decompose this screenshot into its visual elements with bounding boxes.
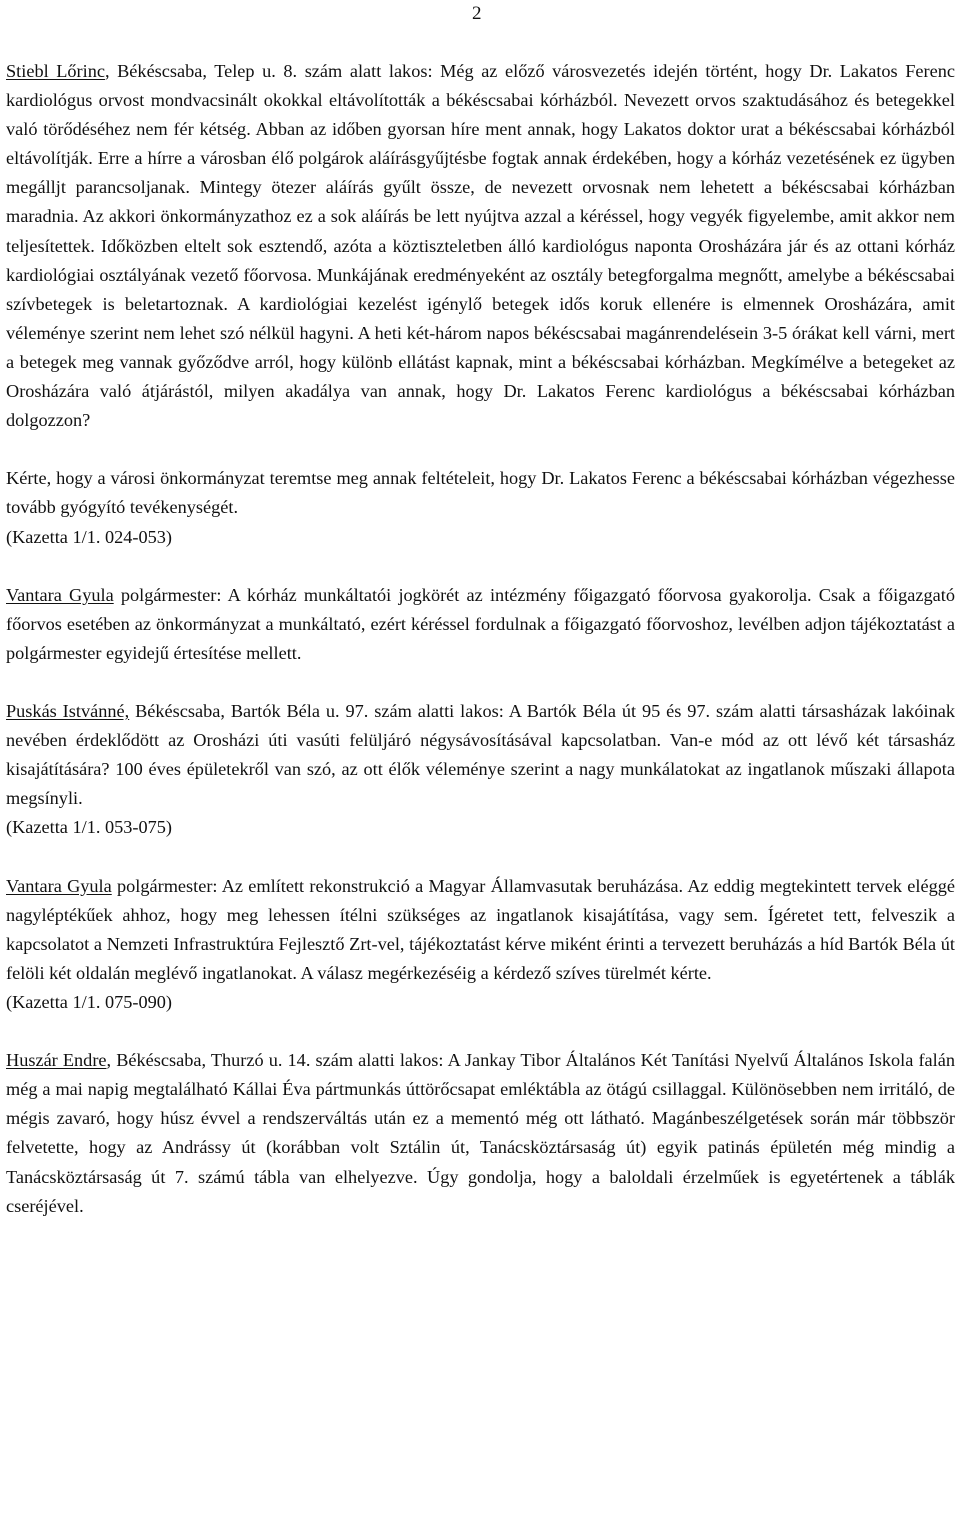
page-number: 2 bbox=[472, 3, 482, 24]
speaker-name: Puskás Istvánné, bbox=[6, 701, 130, 722]
document-body bbox=[6, 57, 955, 1250]
paragraph-huszar bbox=[6, 1046, 955, 1221]
paragraph-text: Kérte, hogy a városi önkormányzat teremtse meg annak feltételeit, hogy Dr. Lakatos Ferenc a békéscsabai kórházban végezhesse tovább gyógyító tevékenységét. bbox=[6, 468, 955, 518]
paragraph-request bbox=[6, 464, 955, 551]
cassette-reference: (Kazetta 1/1. 024-053) bbox=[6, 526, 172, 547]
paragraph-text: , Békéscsaba, Telep u. 8. szám alatt lakos: Még az előző városvezetés idején történt, hogy Dr. Lakatos Ferenc kardiológus orvost mondvacsinált okokkal eltávolították a békéscsabai kórházból. Nevezett orvos szaktudásához és betegekkel való törődéséhez nem fér kétség. Abban az időben gyorsan híre ment annak, hogy Lakatos doktor urat a békéscsabai kórházból eltávolítják. Erre a hírre a városban élő polgárok aláírásgyűjtésbe fogtak annak érdekében, hogy a kórház vezetésének ez ügyben megálljt parancsoljanak. Mintegy ötezer aláírás gyűlt össze, de nevezett orvosnak nem lehetett a békéscsabai kórházban maradnia. Az akkori önkormányzathoz ez a sok aláírás be lett nyújtva azzal a kéréssel, hogy vegyék figyelembe, amit akkor nem teljesítettek. Időközben eltelt sok esztendő, azóta a köztiszteletben álló kardiológus naponta Orosházára jár és az ottani kórház kardiológiai osztályának vezető főorvosa. Munkájának eredményeként az osztály betegforgalma megnőtt, amelybe a békéscsabai szívbetegek is beletartoznak. A kardiológiai kezelést igénylő betegek idős koruk ellenére is elmennek Orosházára, amit véleménye szerint nem lehet szó nélkül hagyni. A heti két-három napos békéscsabai magánrendelésein 3-5 órákat kell várni, mert a betegek meg vannak győződve arról, hogy különb ellátást kapnak, mint a békéscsabai kórházban. Megkímélve a betegeket az Orosházára való átjárástól, milyen akadálya van annak, hogy Dr. Lakatos Ferenc kardiológus a békéscsabai kórházban dolgozzon? bbox=[6, 61, 955, 431]
paragraph-text: Békéscsaba, Bartók Béla u. 97. szám alatti lakos: A Bartók Béla út 95 és 97. szám alatti társasházak lakóinak nevében érdeklődött az Orosházi úti vasúti felüljáró négysávosításával kapcsolatban. Van-e mód az ott lévő két társasház kisajátítására? 100 éves épületekről van szó, az ott élők véleménye szerint a nagy munkálatokat az ingatlanok műszaki állapota megsínyli. bbox=[6, 701, 955, 809]
speaker-name: Huszár Endre bbox=[6, 1050, 107, 1071]
paragraph-stiebl bbox=[6, 57, 955, 435]
paragraph-puskas bbox=[6, 697, 955, 842]
paragraph-vantara-2 bbox=[6, 872, 955, 1017]
paragraph-text: , Békéscsaba, Thurzó u. 14. szám alatti lakos: A Jankay Tibor Általános Két Tanítási Nyelvű Általános Iskola falán még a mai napig megtalálható Kállai Éva pártmunkás úttörőcsapat emléktábla az ötágú csillaggal. Különösebben nem irritáló, de mégis zavaró, hogy húsz évvel a rendszerváltás után ez a mementó még ott látható. Magánbeszélgetések során már többször felvetette, hogy az Andrássy út (korábban volt Sztálin út, Tanácsköztársaság út) egyik patinás épületén még mindig a Tanácsköztársaság út 7. számú tábla van elhelyezve. Úgy gondolja, hogy a baloldali érzelműek is egyetértenek a táblák cseréjével. bbox=[6, 1050, 955, 1216]
speaker-name: Stiebl Lőrinc bbox=[6, 61, 105, 81]
speaker-name: Vantara Gyula bbox=[6, 584, 114, 605]
cassette-reference: (Kazetta 1/1. 075-090) bbox=[6, 992, 172, 1012]
speaker-name: Vantara Gyula bbox=[6, 875, 112, 896]
paragraph-vantara-1 bbox=[6, 581, 955, 668]
paragraph-text: polgármester: Az említett rekonstrukció a Magyar Államvasutak beruházása. Az eddig megtekintett tervek eléggé nagyléptékűek ahhoz, hogy meg lehessen ítélni szükséges az ingatlanok kisajátítása, vagy sem. Ígéretet tett, felveszik a kapcsolatot a Nemzeti Infrastruktúra Fejlesztő Zrt-vel, tájékoztatást kérve miként érinti a tervezett beruházás a híd Bartók Béla út felöli két oldalán meglévő ingatlanokat. A válasz megérkezéséig a kérdező szíves türelmét kérte. bbox=[6, 875, 956, 983]
cassette-reference: (Kazetta 1/1. 053-075) bbox=[6, 817, 172, 838]
paragraph-text: polgármester: A kórház munkáltatói jogkörét az intézmény főigazgató főorvosa gyakorolja. Csak a főigazgató főorvos esetében az önkormányzat a munkáltató, ezért kéréssel fordulnak a főigazgató főorvoshoz, levélben adjon tájékoztatást a polgármester egyidejű értesítése mellett. bbox=[6, 584, 955, 663]
